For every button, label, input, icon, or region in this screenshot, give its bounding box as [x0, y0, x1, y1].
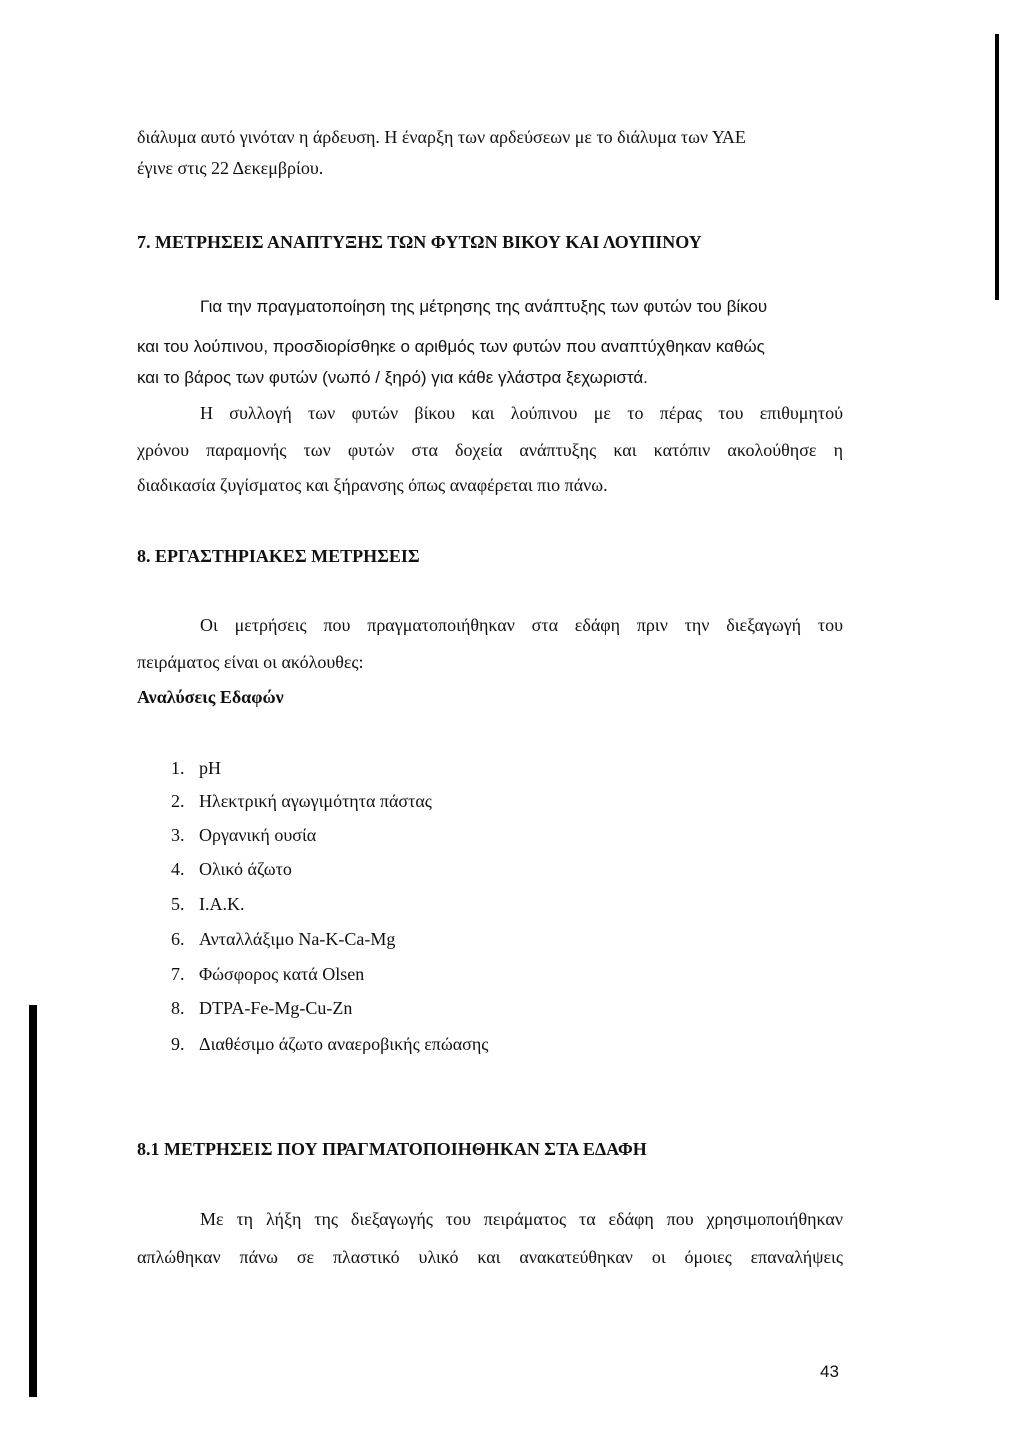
section-7-para1-line3: και το βάρος των φυτών (νωπό / ξηρό) για κάθε γλάστρα ξεχωριστά.	[137, 368, 648, 387]
list-item	[171, 997, 352, 1019]
section-7-para2-line1: Η συλλογή των φυτών βίκου και λούπινου με το πέρας του επιθυμητού	[200, 403, 843, 423]
section-8-1-para-line1: Με τη λήξη της διεξαγωγής του πειράματος τα εδάφη που χρησιμοποιήθηκαν	[200, 1209, 843, 1229]
list-item-number: 6.	[171, 929, 185, 949]
list-item	[171, 824, 316, 846]
section-8-para-line2: πειράματος είναι οι ακόλουθες:	[137, 652, 364, 672]
intro-line-2: έγινε στις 22 Δεκεμβρίου.	[137, 158, 324, 178]
list-item-text: Ανταλλάξιμο Na-K-Ca-Mg	[199, 929, 396, 949]
section-7-para2-line3: διαδικασία ζυγίσματος και ξήρανσης όπως αναφέρεται πιο πάνω.	[137, 475, 608, 495]
list-item-number: 4.	[171, 859, 185, 879]
list-item-text: Ηλεκτρική αγωγιμότητα πάστας	[199, 791, 432, 811]
list-item-text: DTPA-Fe-Mg-Cu-Zn	[199, 998, 353, 1018]
list-item-number: 5.	[171, 894, 185, 914]
section-7-para1-line1: Για την πραγματοποίηση της μέτρησης της ανάπτυξης των φυτών του βίκου	[200, 297, 768, 316]
list-item-text: Διαθέσιμο άζωτο αναεροβικής επώασης	[199, 1034, 489, 1054]
scan-edge-bar-right	[995, 34, 999, 300]
list-item	[171, 893, 245, 915]
page-number: 43	[820, 1362, 839, 1381]
section-7-para2-line2: χρόνου παραμονής των φυτών στα δοχεία ανάπτυξης και κατόπιν ακολούθησε η	[137, 440, 843, 460]
list-item	[171, 928, 395, 950]
list-item	[171, 790, 432, 812]
list-item-number: 2.	[171, 791, 185, 811]
intro-line-1: διάλυμα αυτό γινόταν η άρδευση. Η έναρξη των αρδεύσεων με το διάλυμα των ΥΑΕ	[137, 127, 746, 147]
section-8-para-line1: Οι μετρήσεις που πραγματοποιήθηκαν στα εδάφη πριν την διεξαγωγή του	[200, 615, 843, 635]
list-item-number: 7.	[171, 964, 185, 984]
soil-analyses-subheading: Αναλύσεις Εδαφών	[137, 687, 284, 707]
section-7-para1-line2: και του λούπινου, προσδιορίσθηκε ο αριθμός των φυτών που αναπτύχθηκαν καθώς	[137, 337, 765, 356]
list-item-number: 1.	[171, 758, 185, 778]
list-item-number: 8.	[171, 998, 185, 1018]
list-item-number: 3.	[171, 825, 185, 845]
section-8-1-para-line2: απλώθηκαν πάνω σε πλαστικό υλικό και ανακατεύθηκαν οι όμοιες επαναλήψεις	[137, 1247, 843, 1267]
list-item	[171, 963, 364, 985]
list-item	[171, 757, 221, 779]
section-8-1-heading: 8.1 ΜΕΤΡΗΣΕΙΣ ΠΟΥ ΠΡΑΓΜΑΤΟΠΟΙΗΘΗΚΑΝ ΣΤΑ ΕΔΑΦΗ	[137, 1139, 647, 1159]
list-item-text: I.A.K.	[199, 894, 245, 914]
list-item-number: 9.	[171, 1034, 185, 1054]
list-item-text: Φώσφορος κατά Olsen	[199, 964, 365, 984]
scan-edge-bar-left	[29, 1005, 37, 1397]
list-item	[171, 858, 292, 880]
section-7-heading: 7. ΜΕΤΡΗΣΕΙΣ ΑΝΑΠΤΥΞΗΣ ΤΩΝ ΦΥΤΩΝ ΒΙΚΟΥ ΚΑΙ ΛΟΥΠΙΝΟΥ	[137, 232, 702, 252]
section-8-heading: 8. ΕΡΓΑΣΤΗΡΙΑΚΕΣ ΜΕΤΡΗΣΕΙΣ	[137, 546, 420, 566]
list-item	[171, 1033, 488, 1055]
list-item-text: Οργανική ουσία	[199, 825, 317, 845]
list-item-text: pH	[199, 758, 221, 778]
list-item-text: Ολικό άζωτο	[199, 859, 292, 879]
